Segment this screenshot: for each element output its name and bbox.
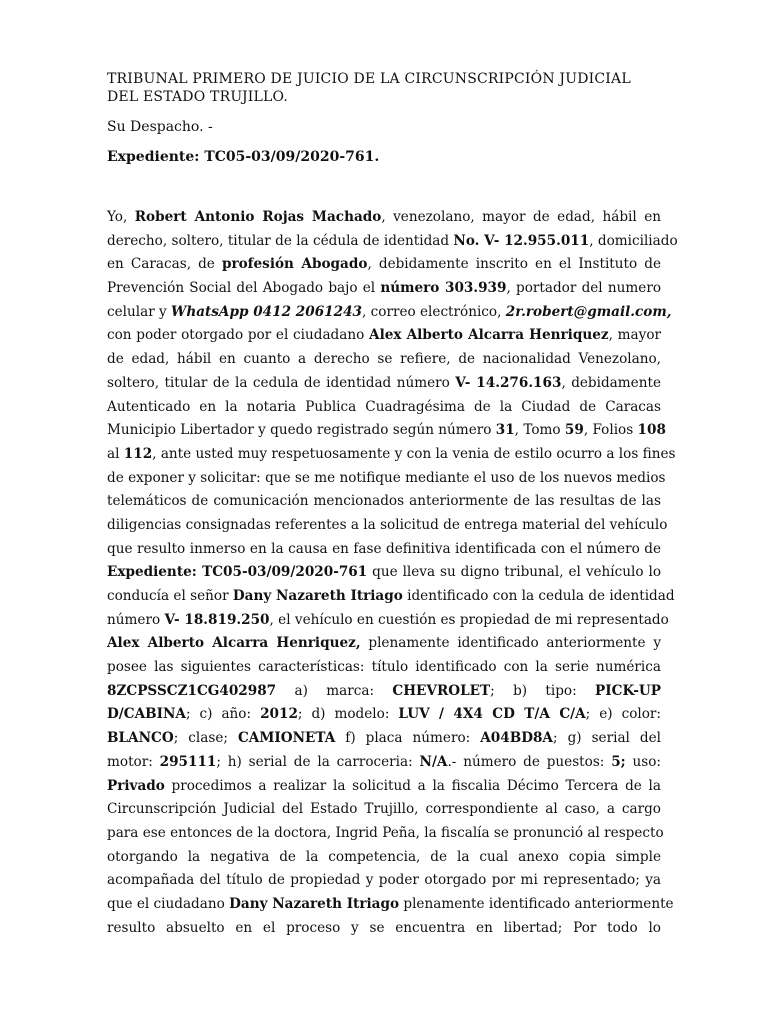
body-line xyxy=(107,798,661,822)
body-text-segment: Yo, xyxy=(107,209,135,225)
body-text-segment: ; h) serial de la carroceria: xyxy=(216,753,420,770)
emphasized-text: 31 xyxy=(495,422,515,439)
body-text-segment: , mayor xyxy=(608,327,661,344)
emphasized-text: Alex Alberto Alcarra Henriquez, xyxy=(107,635,361,652)
body-text-segment: , debidamente xyxy=(561,374,661,391)
body-line xyxy=(107,609,669,633)
emphasized-text: Robert Antonio Rojas Machado xyxy=(134,209,382,225)
emphasized-text: A04BD8A xyxy=(480,730,553,747)
body-text-segment: a) marca: xyxy=(276,682,393,699)
body-text-segment: número xyxy=(107,611,165,628)
emphasized-text: Expediente: TC05-03/09/2020-761 xyxy=(107,564,368,581)
body-line xyxy=(107,419,666,443)
body-text-segment: plenamente identificado anteriormente y xyxy=(360,635,661,652)
body-line xyxy=(107,585,675,609)
emphasized-text: 295111 xyxy=(159,753,217,770)
body-line xyxy=(107,324,661,348)
body-text-segment: ; g) serial del xyxy=(552,730,662,747)
body-text-segment: con poder otorgado por el ciudadano xyxy=(107,327,370,344)
body-paragraph xyxy=(107,206,678,940)
body-text-segment: , Tomo xyxy=(514,422,565,439)
emphasized-text: Dany Nazareth Itriago xyxy=(229,895,400,912)
court-heading-line-1: TRIBUNAL PRIMERO DE JUICIO DE LA CIRCUNSCRIPCIÓN JUDICIAL xyxy=(107,71,631,87)
body-text-segment: Prevención Social del Abogado bajo el xyxy=(107,280,381,297)
emphasized-text: 2012 xyxy=(260,706,298,723)
body-text-segment: , el vehículo en cuestión es propiedad de mi representado xyxy=(269,611,669,628)
body-text-segment: diligencias consignadas referentes a la solicitud de entrega material del vehículo xyxy=(107,516,668,533)
body-line xyxy=(107,206,661,230)
emphasized-text: WhatsApp 0412 2061243 xyxy=(171,303,363,320)
emphasized-text: PICK-UP xyxy=(595,682,661,699)
body-text-segment: acompañada del título de propiedad y poder otorgado por mi representado; ya xyxy=(107,872,661,889)
body-text-segment: conducía el señor xyxy=(107,588,233,604)
body-text-segment: motor: xyxy=(107,753,160,770)
body-text-segment: ; d) modelo: xyxy=(297,706,399,723)
body-text-segment: , ante usted muy respetuosamente y con la venia de estilo ocurro a los fines xyxy=(152,445,676,462)
body-text-segment: , correo electrónico, xyxy=(362,303,506,320)
body-line xyxy=(107,822,664,846)
body-line xyxy=(107,632,661,656)
body-text-segment: Autenticado en la notaria Publica Cuadragésima de la Ciudad de Caracas xyxy=(107,398,661,415)
emphasized-text: número 303.939 xyxy=(380,280,507,297)
emphasized-text: 108 xyxy=(637,422,666,439)
body-line xyxy=(107,230,678,254)
body-text-segment: que resulto inmerso en la causa en fase definitiva identificada con el número de xyxy=(107,540,661,557)
emphasized-text: No. V- 12.955.011 xyxy=(453,232,590,249)
body-text-segment: .- número de puestos: xyxy=(447,753,612,770)
body-text-segment: , portador del numero xyxy=(506,280,661,297)
body-text-segment: ; b) tipo: xyxy=(490,682,596,699)
body-text-segment: identificado con la cedula de identidad xyxy=(402,588,675,604)
emphasized-text: 2r.robert@gmail.com, xyxy=(505,303,672,320)
body-line xyxy=(107,514,668,538)
body-text-segment: soltero, titular de la cedula de identidad número xyxy=(107,374,456,391)
body-line xyxy=(107,775,661,799)
body-line xyxy=(107,680,661,704)
emphasized-text: profesión Abogado xyxy=(221,256,368,273)
expediente-number: Expediente: TC05-03/09/2020-761. xyxy=(107,149,380,165)
body-text-segment: al xyxy=(107,445,124,462)
court-heading-line-2: DEL ESTADO TRUJILLO. xyxy=(107,89,288,105)
body-text-segment: posee las siguientes características: título identificado con la serie numérica xyxy=(107,659,661,676)
emphasized-text: D/CABINA xyxy=(107,706,186,723)
body-text-segment: de edad, hábil en cuanto a derecho se refiere, de nacionalidad Venezolano, xyxy=(107,351,661,368)
body-line xyxy=(107,253,661,277)
salutation: Su Despacho. - xyxy=(107,119,213,135)
body-line xyxy=(107,893,674,917)
body-line xyxy=(107,490,661,514)
body-line xyxy=(107,703,661,727)
emphasized-text: BLANCO xyxy=(107,730,174,747)
body-text-segment: resulto absuelto en el proceso y se encuentra en libertad; Por todo lo xyxy=(107,919,661,936)
body-text-segment: , venezolano, mayor de edad, hábil en xyxy=(381,209,661,225)
body-text-segment: en Caracas, de xyxy=(107,256,222,273)
emphasized-text: 8ZCPSSCZ1CG402987 xyxy=(107,682,277,699)
emphasized-text: V- 18.819.250 xyxy=(164,611,270,628)
emphasized-text: 112 xyxy=(123,445,153,462)
body-text-segment: celular y xyxy=(107,303,172,320)
body-text-segment: que lleva su digno tribunal, el vehículo lo xyxy=(367,564,661,581)
body-text-segment: que el ciudadano xyxy=(107,895,230,912)
body-text-segment: , Folios xyxy=(583,422,638,439)
body-line xyxy=(107,538,661,562)
emphasized-text: Dany Nazareth Itriago xyxy=(232,588,403,604)
body-text-segment: ; clase; xyxy=(173,730,238,747)
body-text-segment: derecho, soltero, titular de la cédula de identidad xyxy=(107,232,454,249)
emphasized-text: Privado xyxy=(107,777,165,794)
emphasized-text: CAMIONETA xyxy=(237,730,336,747)
emphasized-text: N/A xyxy=(419,753,448,770)
body-line xyxy=(107,348,661,372)
body-text-segment: ; c) año: xyxy=(185,706,261,723)
body-text-segment: telemáticos de comunicación mencionados anteriormente de las resultas de las xyxy=(107,493,661,510)
body-text-segment: uso: xyxy=(625,753,661,770)
body-line xyxy=(107,846,661,870)
body-text-segment: de exponer y solicitar: que se me notifique mediante el uso de los nuevos medios xyxy=(107,469,666,486)
emphasized-text: LUV / 4X4 CD T/A C/A xyxy=(398,706,586,723)
body-line xyxy=(107,917,661,941)
body-line xyxy=(107,372,661,396)
body-text-segment: f) placa número: xyxy=(335,730,481,747)
body-line xyxy=(107,301,672,325)
body-line xyxy=(107,751,661,775)
emphasized-text: 59 xyxy=(564,422,584,439)
body-text-segment: , debidamente inscrito en el Instituto de xyxy=(367,256,662,273)
body-text-segment: ; e) color: xyxy=(585,706,661,723)
body-line xyxy=(107,443,676,467)
body-line xyxy=(107,561,661,585)
body-text-segment: Circunscripción Judicial del Estado Trujillo, correspondiente al caso, a cargo xyxy=(107,801,661,818)
body-line xyxy=(107,277,661,301)
body-text-segment: para ese entonces de la doctora, Ingrid Peña, la fiscalía se pronunció al respecto xyxy=(107,824,664,841)
body-line xyxy=(107,396,661,420)
emphasized-text: V- 14.276.163 xyxy=(455,374,562,391)
court-heading xyxy=(107,70,667,106)
body-text-segment: , domiciliado xyxy=(589,232,678,249)
body-line xyxy=(107,869,661,893)
emphasized-text: Alex Alberto Alcarra Henriquez xyxy=(369,327,609,344)
body-text-segment: plenamente identificado anteriormente xyxy=(399,895,674,912)
body-line xyxy=(107,467,666,491)
body-line xyxy=(107,727,661,751)
emphasized-text: CHEVROLET xyxy=(392,682,491,699)
body-text-segment: procedimos a realizar la solicitud a la fiscalia Décimo Tercera de la xyxy=(164,777,661,794)
emphasized-text: 5; xyxy=(611,753,626,770)
body-text-segment: otorgando la negativa de la competencia, de la cual anexo copia simple xyxy=(107,848,661,865)
body-line xyxy=(107,656,661,680)
body-text-segment: Municipio Libertador y quedo registrado según número xyxy=(107,422,496,439)
